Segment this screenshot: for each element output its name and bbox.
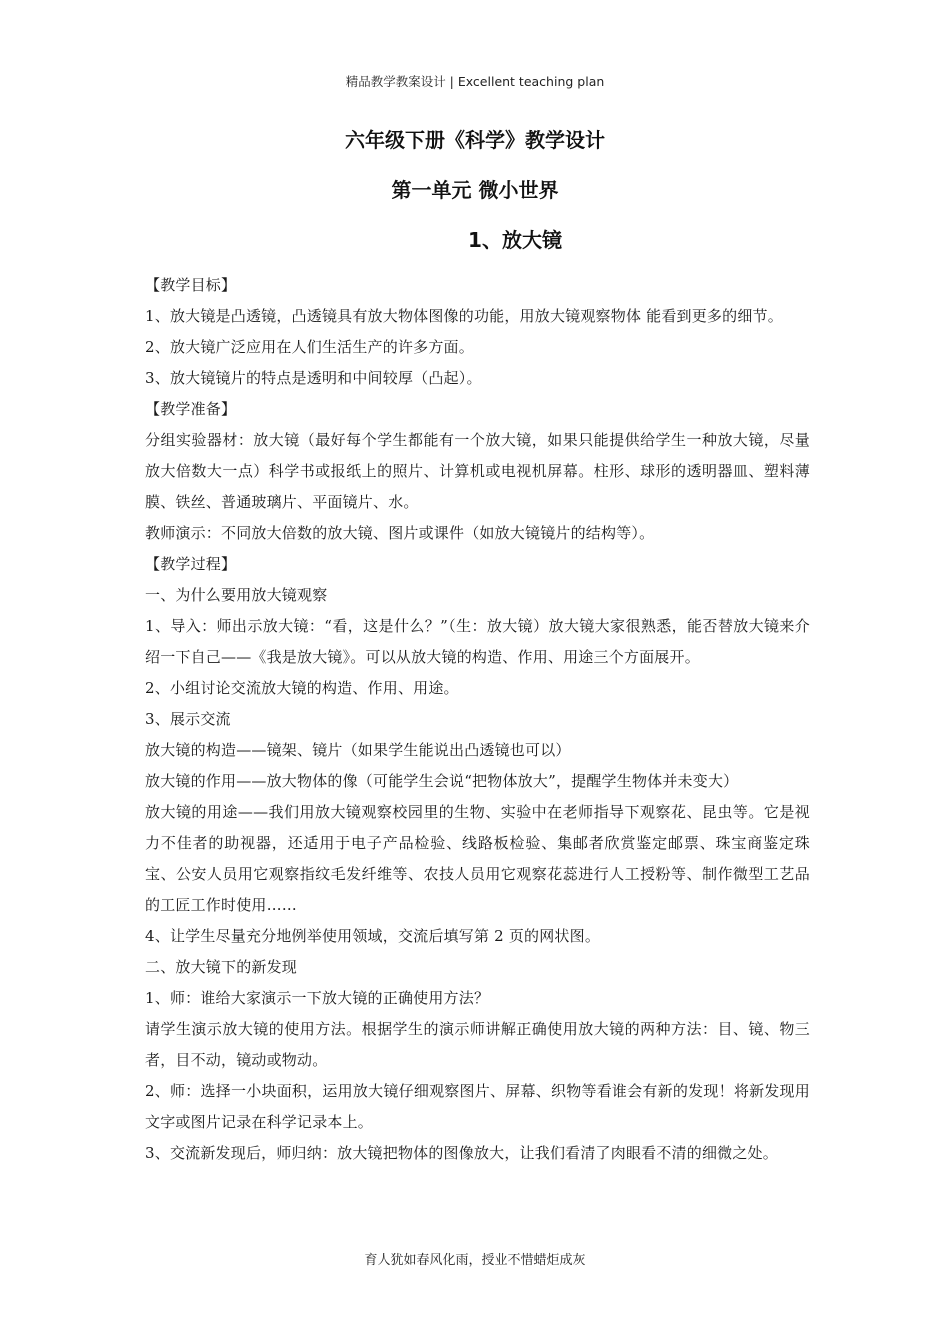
paragraph: 1、导入：师出示放大镜：“看，这是什么？”（生：放大镜）放大镜大家很熟悉，能否替放大镜来介绍一下自己——《我是放大镜》。可以从放大镜的构造、作用、用途三个方面展开。 xyxy=(145,617,810,666)
document-body xyxy=(145,270,810,1169)
paragraph: 分组实验器材：放大镜（最好每个学生都能有一个放大镜，如果只能提供给学生一种放大镜，尽量放大倍数大一点）科学书或报纸上的照片、计算机或电视机屏幕。柱形、球形的透明器皿、塑料薄膜、铁丝、普通玻璃片、平面镜片、水。 xyxy=(145,431,810,511)
unit-title: 第一单元 微小世界 xyxy=(391,178,559,202)
document-title: 六年级下册《科学》教学设计 xyxy=(345,128,605,152)
paragraph: 放大镜的作用——放大物体的像（可能学生会说“把物体放大”，提醒学生物体并未变大） xyxy=(145,772,739,790)
lesson-title: 1、放大镜 xyxy=(468,228,562,252)
paragraph: 3、放大镜镜片的特点是透明和中间较厚（凸起）。 xyxy=(145,369,482,387)
paragraph: 放大镜的用途——我们用放大镜观察校园里的生物、实验中在老师指导下观察花、昆虫等。它是视力不佳者的助视器，还适用于电子产品检验、线路板检验、集邮者欣赏鉴定邮票、珠宝商鉴定珠宝、公安人员用它观察指纹毛发纤维等、农技人员用它观察花蕊进行人工授粉等、制作微型工艺品的工匠工作时使用…… xyxy=(145,803,810,914)
page-footer: 育人犹如春风化雨，授业不惜蜡炬成灰 xyxy=(364,1253,586,1268)
section-heading-preparation: 【教学准备】 xyxy=(145,400,237,418)
paragraph: 请学生演示放大镜的使用方法。根据学生的演示师讲解正确使用放大镜的两种方法：目、镜、物三者，目不动，镜动或物动。 xyxy=(145,1020,810,1069)
paragraph: 2、放大镜广泛应用在人们生活生产的许多方面。 xyxy=(145,338,474,356)
paragraph: 3、展示交流 xyxy=(145,710,231,728)
section-heading-process: 【教学过程】 xyxy=(145,555,237,573)
paragraph: 教师演示：不同放大倍数的放大镜、图片或课件（如放大镜镜片的结构等）。 xyxy=(145,524,655,542)
page-header: 精品教学教案设计 | Excellent teaching plan xyxy=(345,74,605,89)
paragraph: 放大镜的构造——镜架、镜片（如果学生能说出凸透镜也可以） xyxy=(145,741,571,759)
paragraph: 2、师：选择一小块面积，运用放大镜仔细观察图片、屏幕、织物等看谁会有新的发现！将新发现用文字或图片记录在科学记录本上。 xyxy=(145,1082,810,1131)
section-heading-objectives: 【教学目标】 xyxy=(145,276,237,294)
paragraph: 1、放大镜是凸透镜，凸透镜具有放大物体图像的功能，用放大镜观察物体 能看到更多的细节。 xyxy=(145,307,783,325)
subheading: 二、放大镜下的新发现 xyxy=(145,958,298,976)
paragraph: 3、交流新发现后，师归纳：放大镜把物体的图像放大，让我们看清了肉眼看不清的细微之处。 xyxy=(145,1144,778,1162)
subheading: 一、为什么要用放大镜观察 xyxy=(145,586,328,604)
paragraph: 1、师：谁给大家演示一下放大镜的正确使用方法？ xyxy=(145,989,490,1007)
paragraph: 4、让学生尽量充分地例举使用领域，交流后填写第 2 页的网状图。 xyxy=(145,927,601,945)
paragraph: 2、小组讨论交流放大镜的构造、作用、用途。 xyxy=(145,679,459,697)
